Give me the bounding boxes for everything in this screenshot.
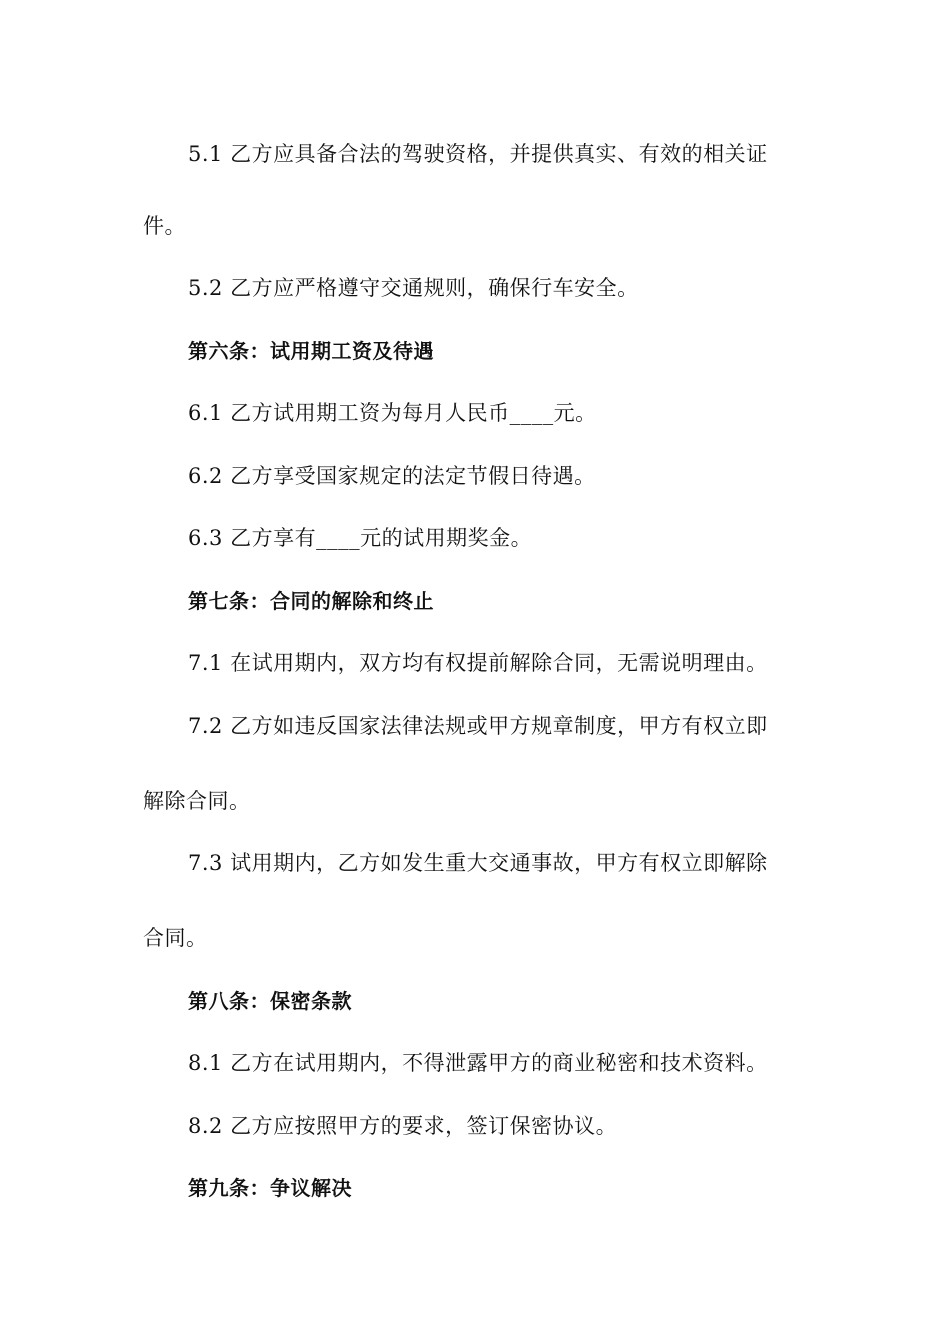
article-8-heading: 第八条：保密条款 (188, 989, 352, 1013)
article-9-heading: 第九条：争议解决 (188, 1176, 352, 1200)
clause-5-1-continued: 件。 (143, 214, 186, 238)
clause-7-2-continued: 解除合同。 (143, 789, 251, 813)
article-7-heading: 第七条：合同的解除和终止 (188, 589, 434, 613)
clause-7-1: 7.1 在试用期内，双方均有权提前解除合同，无需说明理由。 (188, 651, 768, 675)
clause-6-3: 6.3 乙方享有____元的试用期奖金。 (188, 526, 533, 550)
clause-7-2: 7.2 乙方如违反国家法律法规或甲方规章制度，甲方有权立即 (188, 714, 768, 738)
clause-8-2: 8.2 乙方应按照甲方的要求，签订保密协议。 (188, 1114, 618, 1138)
article-6-heading: 第六条：试用期工资及待遇 (188, 339, 434, 363)
clause-6-2: 6.2 乙方享受国家规定的法定节假日待遇。 (188, 464, 596, 488)
clause-7-3: 7.3 试用期内，乙方如发生重大交通事故，甲方有权立即解除 (188, 851, 768, 875)
clause-5-2: 5.2 乙方应严格遵守交通规则，确保行车安全。 (188, 276, 639, 300)
clause-7-3-continued: 合同。 (143, 926, 208, 950)
clause-6-1: 6.1 乙方试用期工资为每月人民币____元。 (188, 401, 597, 425)
clause-8-1: 8.1 乙方在试用期内，不得泄露甲方的商业秘密和技术资料。 (188, 1051, 768, 1075)
clause-5-1: 5.1 乙方应具备合法的驾驶资格，并提供真实、有效的相关证 (188, 142, 768, 166)
